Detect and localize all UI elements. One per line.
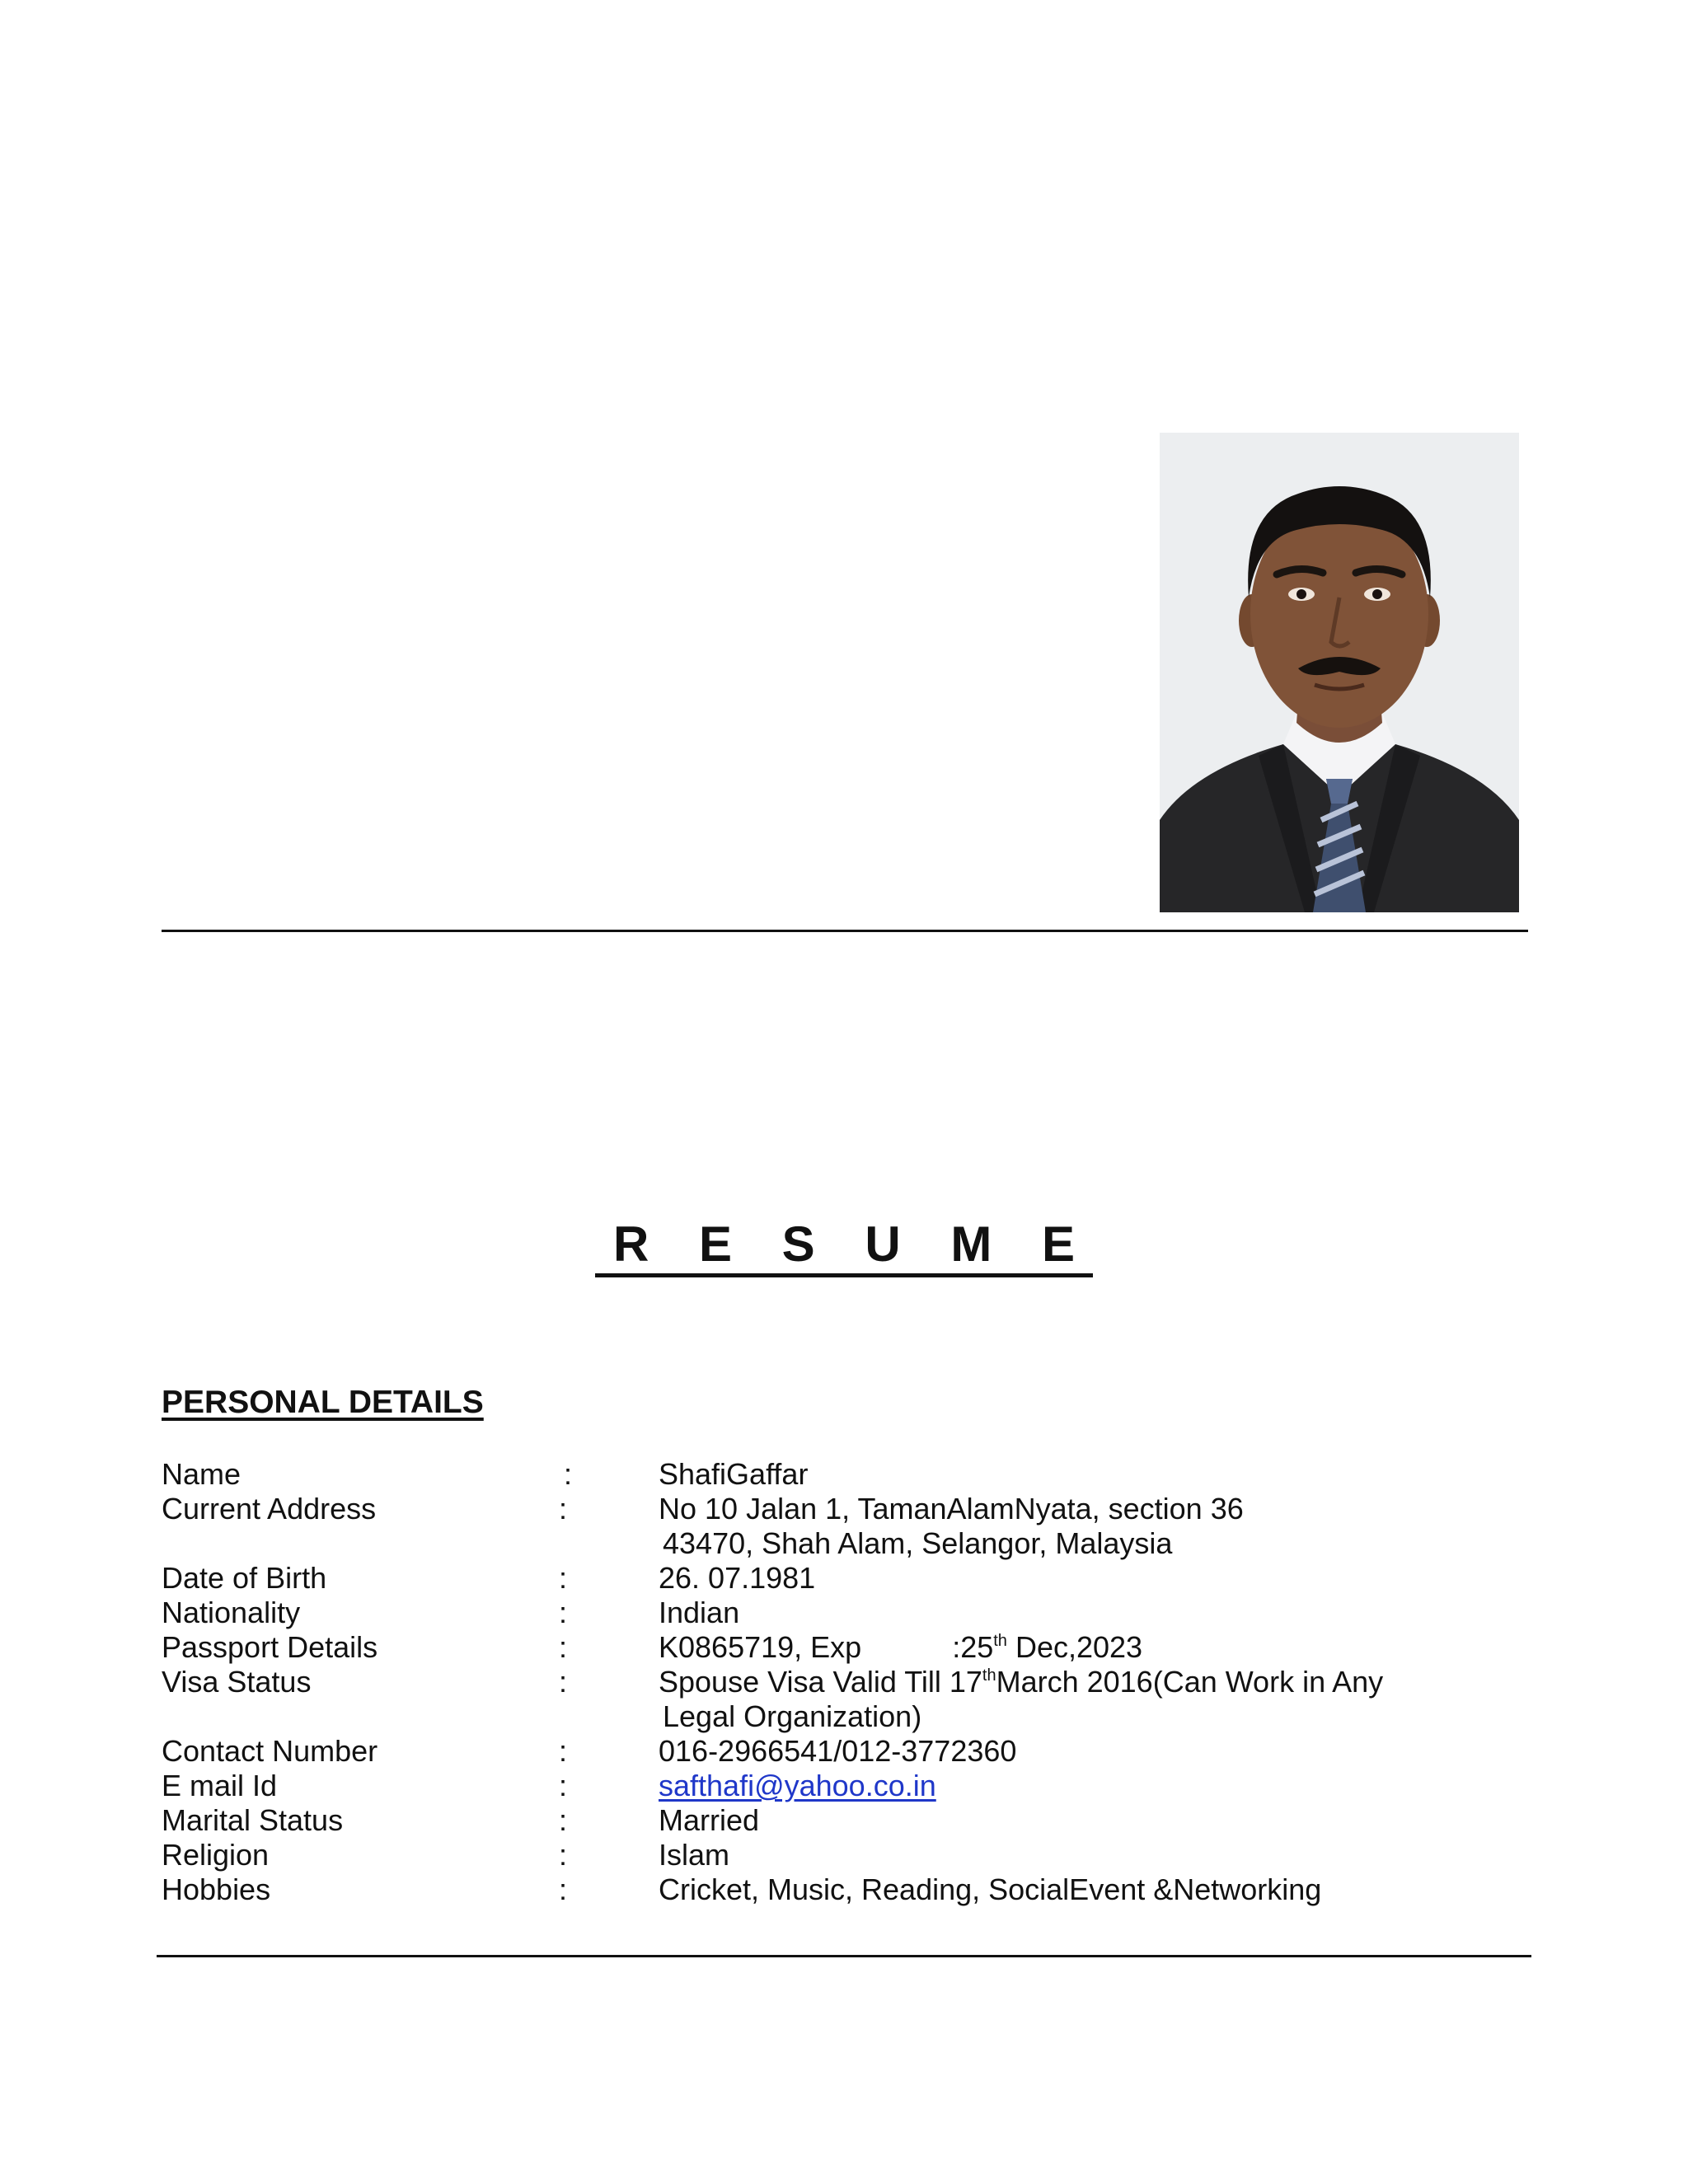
passport-label: Passport Details (162, 1630, 378, 1664)
top-divider (162, 930, 1528, 932)
name-label: Name (162, 1457, 241, 1491)
visa-text-prefix: Spouse Visa Valid Till 17 (659, 1665, 982, 1699)
passport-number: K0865719, Exp (659, 1630, 862, 1664)
separator: : (559, 1769, 568, 1802)
detail-row-religion (162, 1838, 1530, 1872)
address-value (659, 1492, 1530, 1561)
separator: : (564, 1457, 573, 1491)
marital-value: Married (659, 1803, 760, 1837)
name-value: ShafiGaffar (659, 1457, 809, 1491)
religion-label: Religion (162, 1838, 270, 1872)
profile-photo (1160, 433, 1519, 912)
visa-line-2: Legal Organization) (663, 1699, 922, 1733)
passport-expiry-prefix: :25 (952, 1630, 994, 1664)
marital-label: Marital Status (162, 1803, 344, 1837)
detail-row-address (162, 1492, 1530, 1561)
address-line-2: 43470, Shah Alam, Selangor, Malaysia (663, 1526, 1173, 1560)
address-line-1: No 10 Jalan 1, TamanAlamNyata, section 36 (659, 1492, 1244, 1526)
detail-row-passport (162, 1630, 1530, 1665)
separator: : (559, 1630, 568, 1664)
detail-row-marital (162, 1803, 1530, 1838)
personal-details-heading: PERSONAL DETAILS (162, 1385, 484, 1420)
separator: : (559, 1665, 568, 1699)
visa-label: Visa Status (162, 1665, 312, 1699)
separator: : (559, 1734, 568, 1768)
separator: : (559, 1492, 568, 1526)
email-link[interactable]: safthafi@yahoo.co.in (659, 1769, 936, 1802)
hobbies-value: Cricket, Music, Reading, SocialEvent &Networking (659, 1872, 1322, 1906)
nationality-value: Indian (659, 1596, 740, 1629)
email-label: E mail Id (162, 1769, 278, 1802)
bottom-divider (157, 1955, 1531, 1957)
contact-label: Contact Number (162, 1734, 378, 1768)
email-value-cell (659, 1769, 1530, 1803)
separator: : (559, 1561, 568, 1595)
separator: : (559, 1872, 568, 1906)
visa-date-suffix: th (982, 1666, 996, 1685)
detail-row-hobbies (162, 1872, 1530, 1907)
hobbies-label: Hobbies (162, 1872, 271, 1906)
address-label: Current Address (162, 1492, 377, 1526)
detail-row-nationality (162, 1596, 1530, 1630)
detail-row-email (162, 1769, 1530, 1803)
resume-title: R E S U M E (0, 1216, 1688, 1277)
dob-value: 26. 07.1981 (659, 1561, 816, 1595)
detail-row-name (162, 1457, 1530, 1492)
passport-value (659, 1630, 1530, 1665)
contact-value: 016-2966541/012-3772360 (659, 1734, 1017, 1768)
visa-value (659, 1665, 1530, 1734)
separator: : (559, 1838, 568, 1872)
religion-value: Islam (659, 1838, 730, 1872)
separator: : (559, 1803, 568, 1837)
passport-expiry-rest: Dec,2023 (1006, 1630, 1143, 1664)
nationality-label: Nationality (162, 1596, 301, 1629)
dob-label: Date of Birth (162, 1561, 327, 1595)
separator: : (559, 1596, 568, 1629)
detail-row-dob (162, 1561, 1530, 1596)
detail-row-contact (162, 1734, 1530, 1769)
visa-text-rest: March 2016(Can Work in Any (996, 1665, 1384, 1699)
detail-row-visa (162, 1665, 1530, 1734)
passport-expiry-suffix: th (993, 1632, 1007, 1650)
personal-details-list (162, 1457, 1530, 1907)
